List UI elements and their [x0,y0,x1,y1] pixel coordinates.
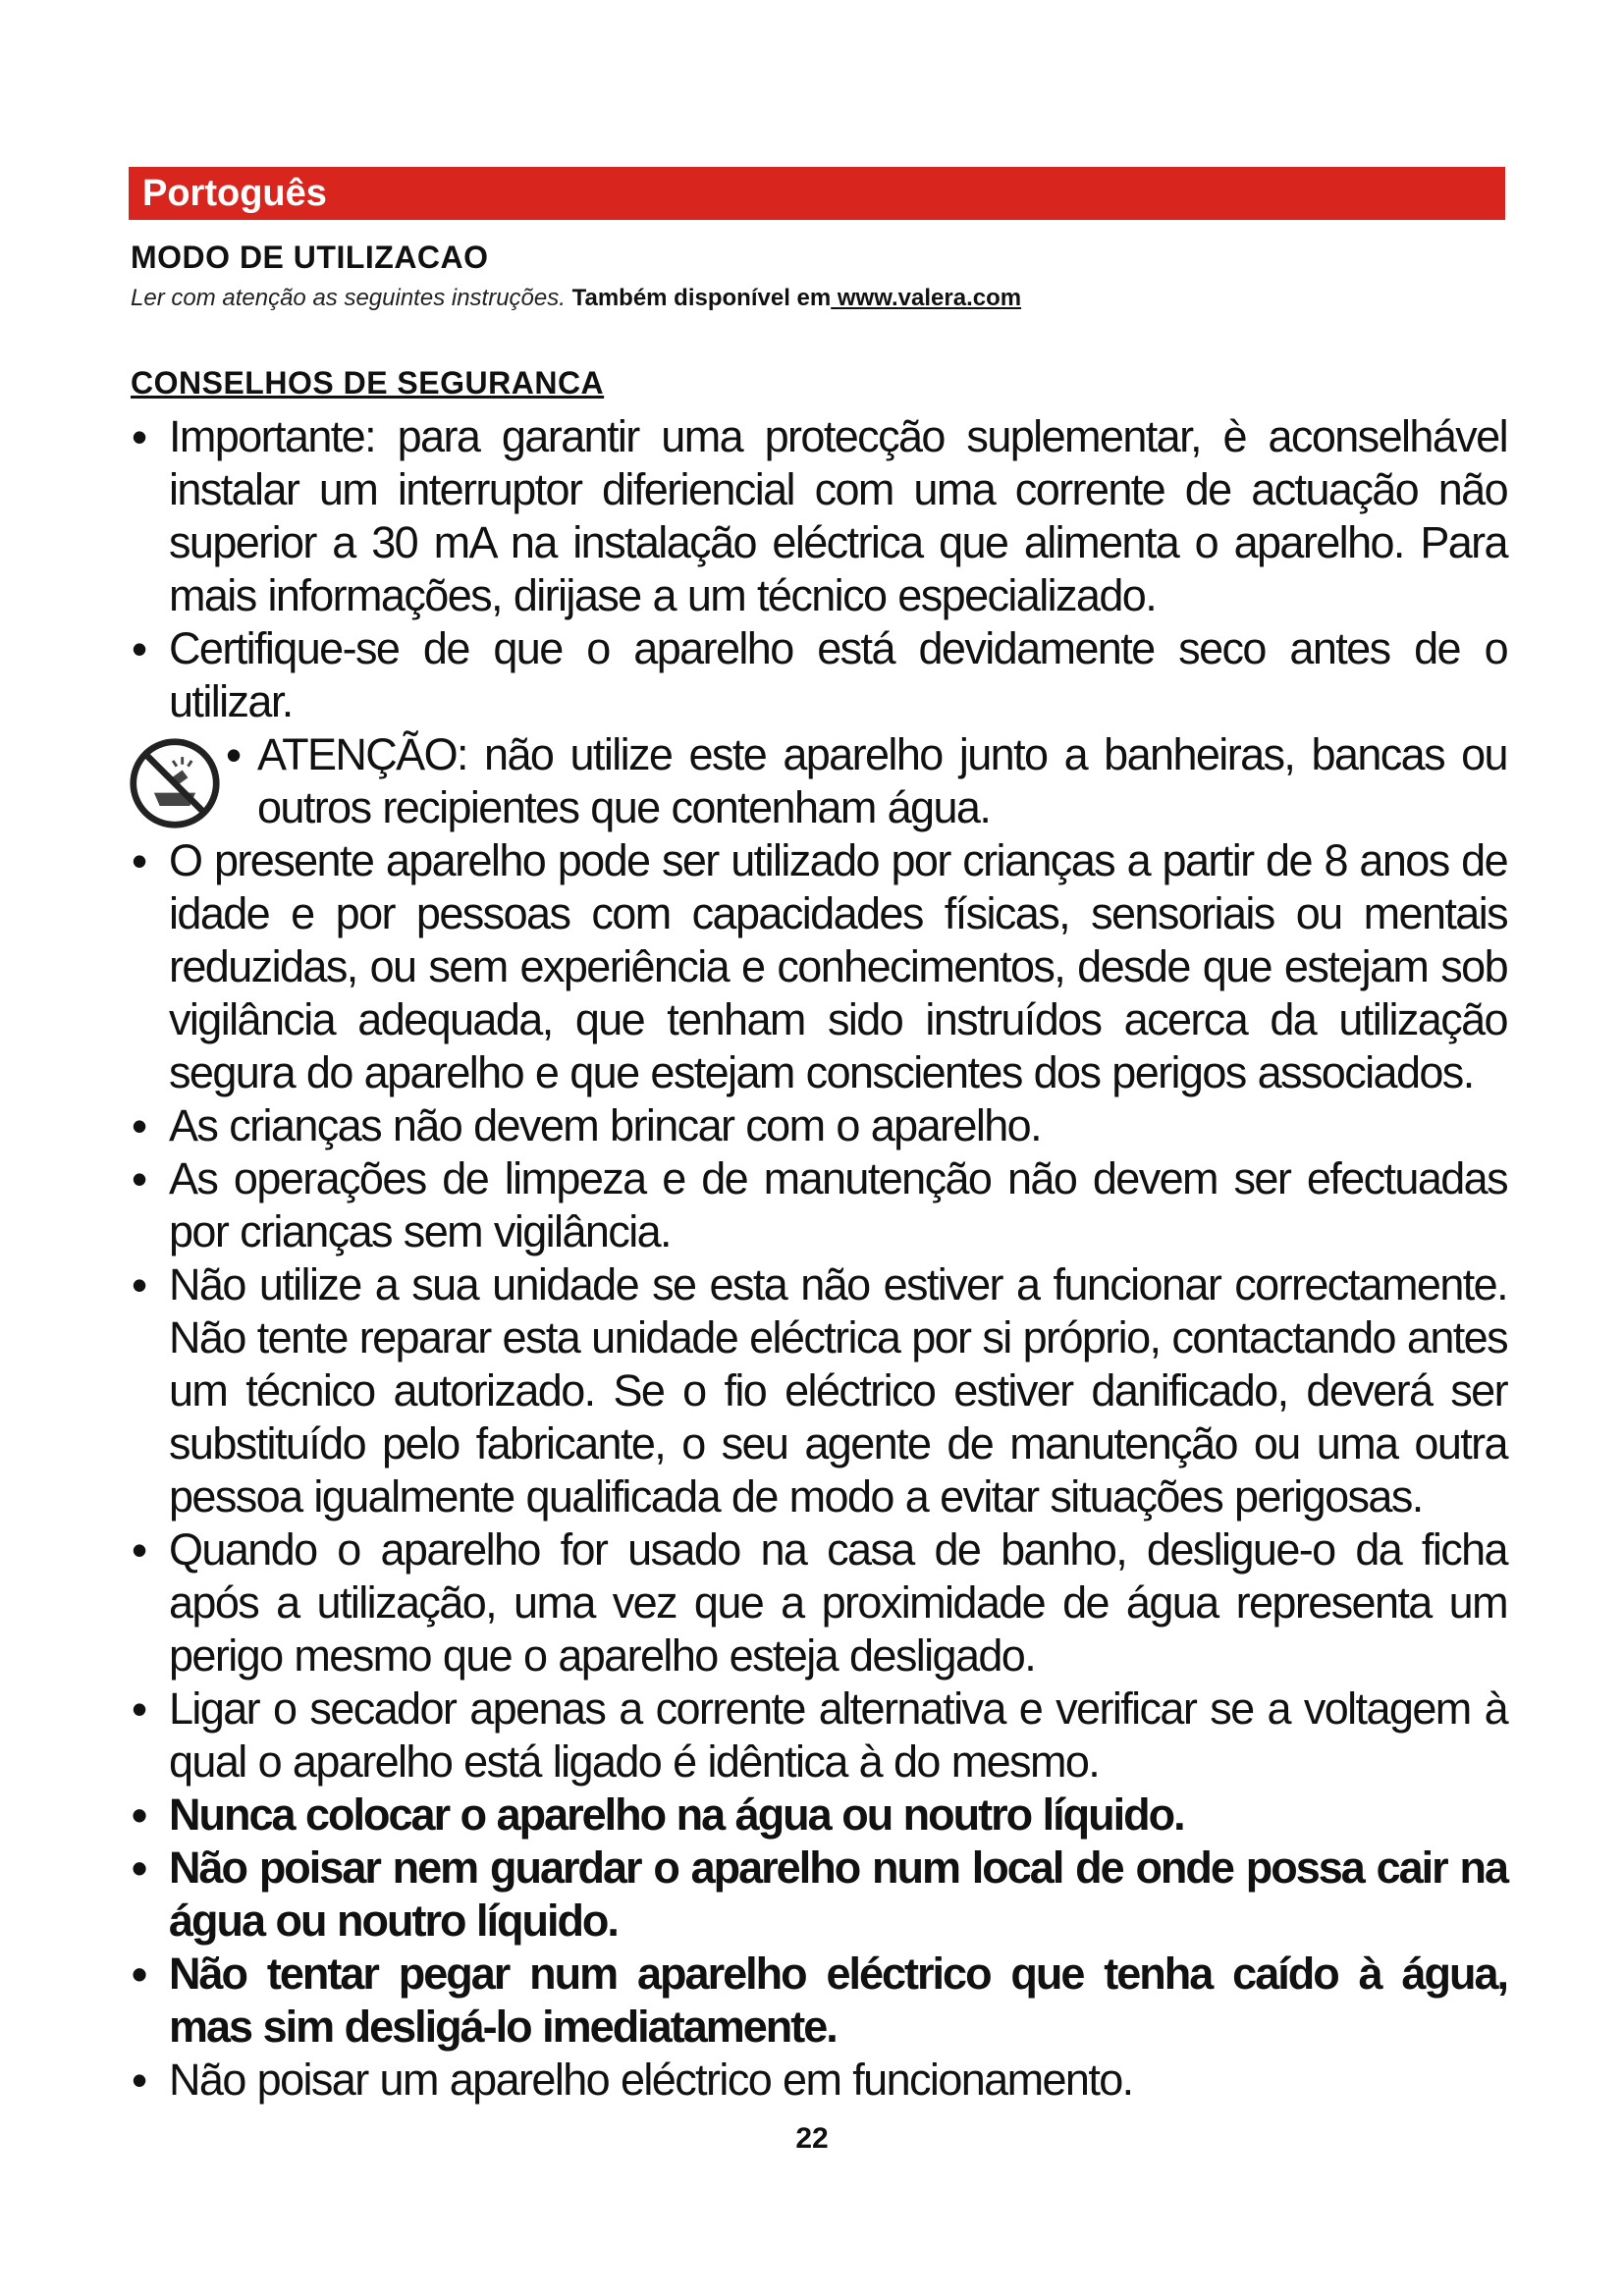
safety-list [128,410,1507,2107]
safety-item-text: Não tentar pegar num aparelho eléctrico que tenha caído à água, mas sim desligá-lo imediatamente. [169,1949,1507,2052]
safety-item-12 [128,1948,1507,2054]
website-link[interactable]: www.valera.com [831,285,1022,311]
no-bathtub-warning-icon [128,736,222,830]
bullet: • [132,835,146,886]
subtitle-availability: Também disponível em [565,285,832,311]
safety-item-text: ATENÇÃO: não utilize este aparelho junto a banheiras, bancas ou outros recipientes que contenham água. [257,729,1507,832]
safety-item-text: Não poisar nem guardar o aparelho num local de onde possa cair na água ou noutro líquido. [169,1842,1507,1946]
safety-item-10 [128,1789,1507,1842]
safety-item-11 [128,1842,1507,1948]
safety-item-7 [128,1258,1507,1523]
safety-section-heading: CONSELHOS DE SEGURANCA [131,365,605,400]
safety-item-text: Quando o aparelho for usado na casa de banho, desligue-o da ficha após a utilização, uma vez que a proximidade de água representa um perigo mesmo que o aparelho esteja desligado. [169,1524,1507,1681]
bullet: • [226,729,241,780]
safety-item-1 [128,410,1507,622]
bullet: • [132,1949,146,2000]
subtitle [131,285,1021,312]
bullet: • [132,1683,146,1735]
safety-item-text: Ligar o secador apenas a corrente alternativa e verificar se a voltagem à qual o aparelho está ligado é idêntica à do mesmo. [169,1683,1507,1787]
safety-item-text: Nunca colocar o aparelho na água ou noutro líquido. [169,1789,1184,1840]
safety-item-9 [128,1682,1507,1789]
bullet: • [132,1259,146,1310]
page-number: 22 [795,2122,829,2155]
bullet: • [132,1842,146,1894]
language-banner: Portoguês [129,167,1505,220]
safety-item-text: Não poisar um aparelho eléctrico em funcionamento. [169,2055,1133,2105]
safety-item-2 [128,622,1507,728]
safety-item-4 [128,834,1507,1099]
safety-item-text: As crianças não devem brincar com o aparelho. [169,1100,1041,1150]
safety-item-warning [128,728,1507,834]
safety-item-text: As operações de limpeza e de manutenção não devem ser efectuadas por crianças sem vigilância. [169,1153,1507,1256]
safety-item-text: Certifique-se de que o aparelho está devidamente seco antes de o utilizar. [169,623,1507,726]
subtitle-instruction: Ler com atenção as seguintes instruções. [131,285,566,311]
bullet: • [132,2055,146,2106]
bullet: • [132,1100,146,1151]
bullet: • [132,1524,146,1575]
safety-item-13 [128,2054,1507,2107]
safety-item-text: Não utilize a sua unidade se esta não estiver a funcionar correctamente. Não tente reparar esta unidade eléctrica por si próprio, contactando antes um técnico autorizado. Se o fio eléctrico estiver danificado, deverá ser substituído pelo fabricante, o seu agente de manutenção ou uma outra pessoa igualmente qualificada de modo a evitar situações perigosas. [169,1259,1507,1522]
safety-item-5 [128,1099,1507,1152]
safety-item-text: O presente aparelho pode ser utilizado por crianças a partir de 8 anos de idade e por pessoas com capacidades físicas, sensoriais ou mentais reduzidas, ou sem experiência e conhecimentos, desde que estejam sob vigilância adequada, que tenham sido instruídos acerca da utilização segura do aparelho e que estejam conscientes dos perigos associados. [169,835,1507,1097]
bullet: • [132,1153,146,1204]
bullet: • [132,623,146,674]
safety-item-6 [128,1152,1507,1258]
safety-item-8 [128,1523,1507,1682]
bullet: • [132,411,146,462]
bullet: • [132,1789,146,1841]
document-title: MODO DE UTILIZACAO [131,240,489,275]
safety-item-text: Importante: para garantir uma protecção suplementar, è aconselhável instalar um interruptor diferiencial com uma corrente de actuação não superior a 30 mA na instalação eléctrica que alimenta o aparelho. Para mais informações, dirijase a um técnico especializado. [169,411,1507,620]
